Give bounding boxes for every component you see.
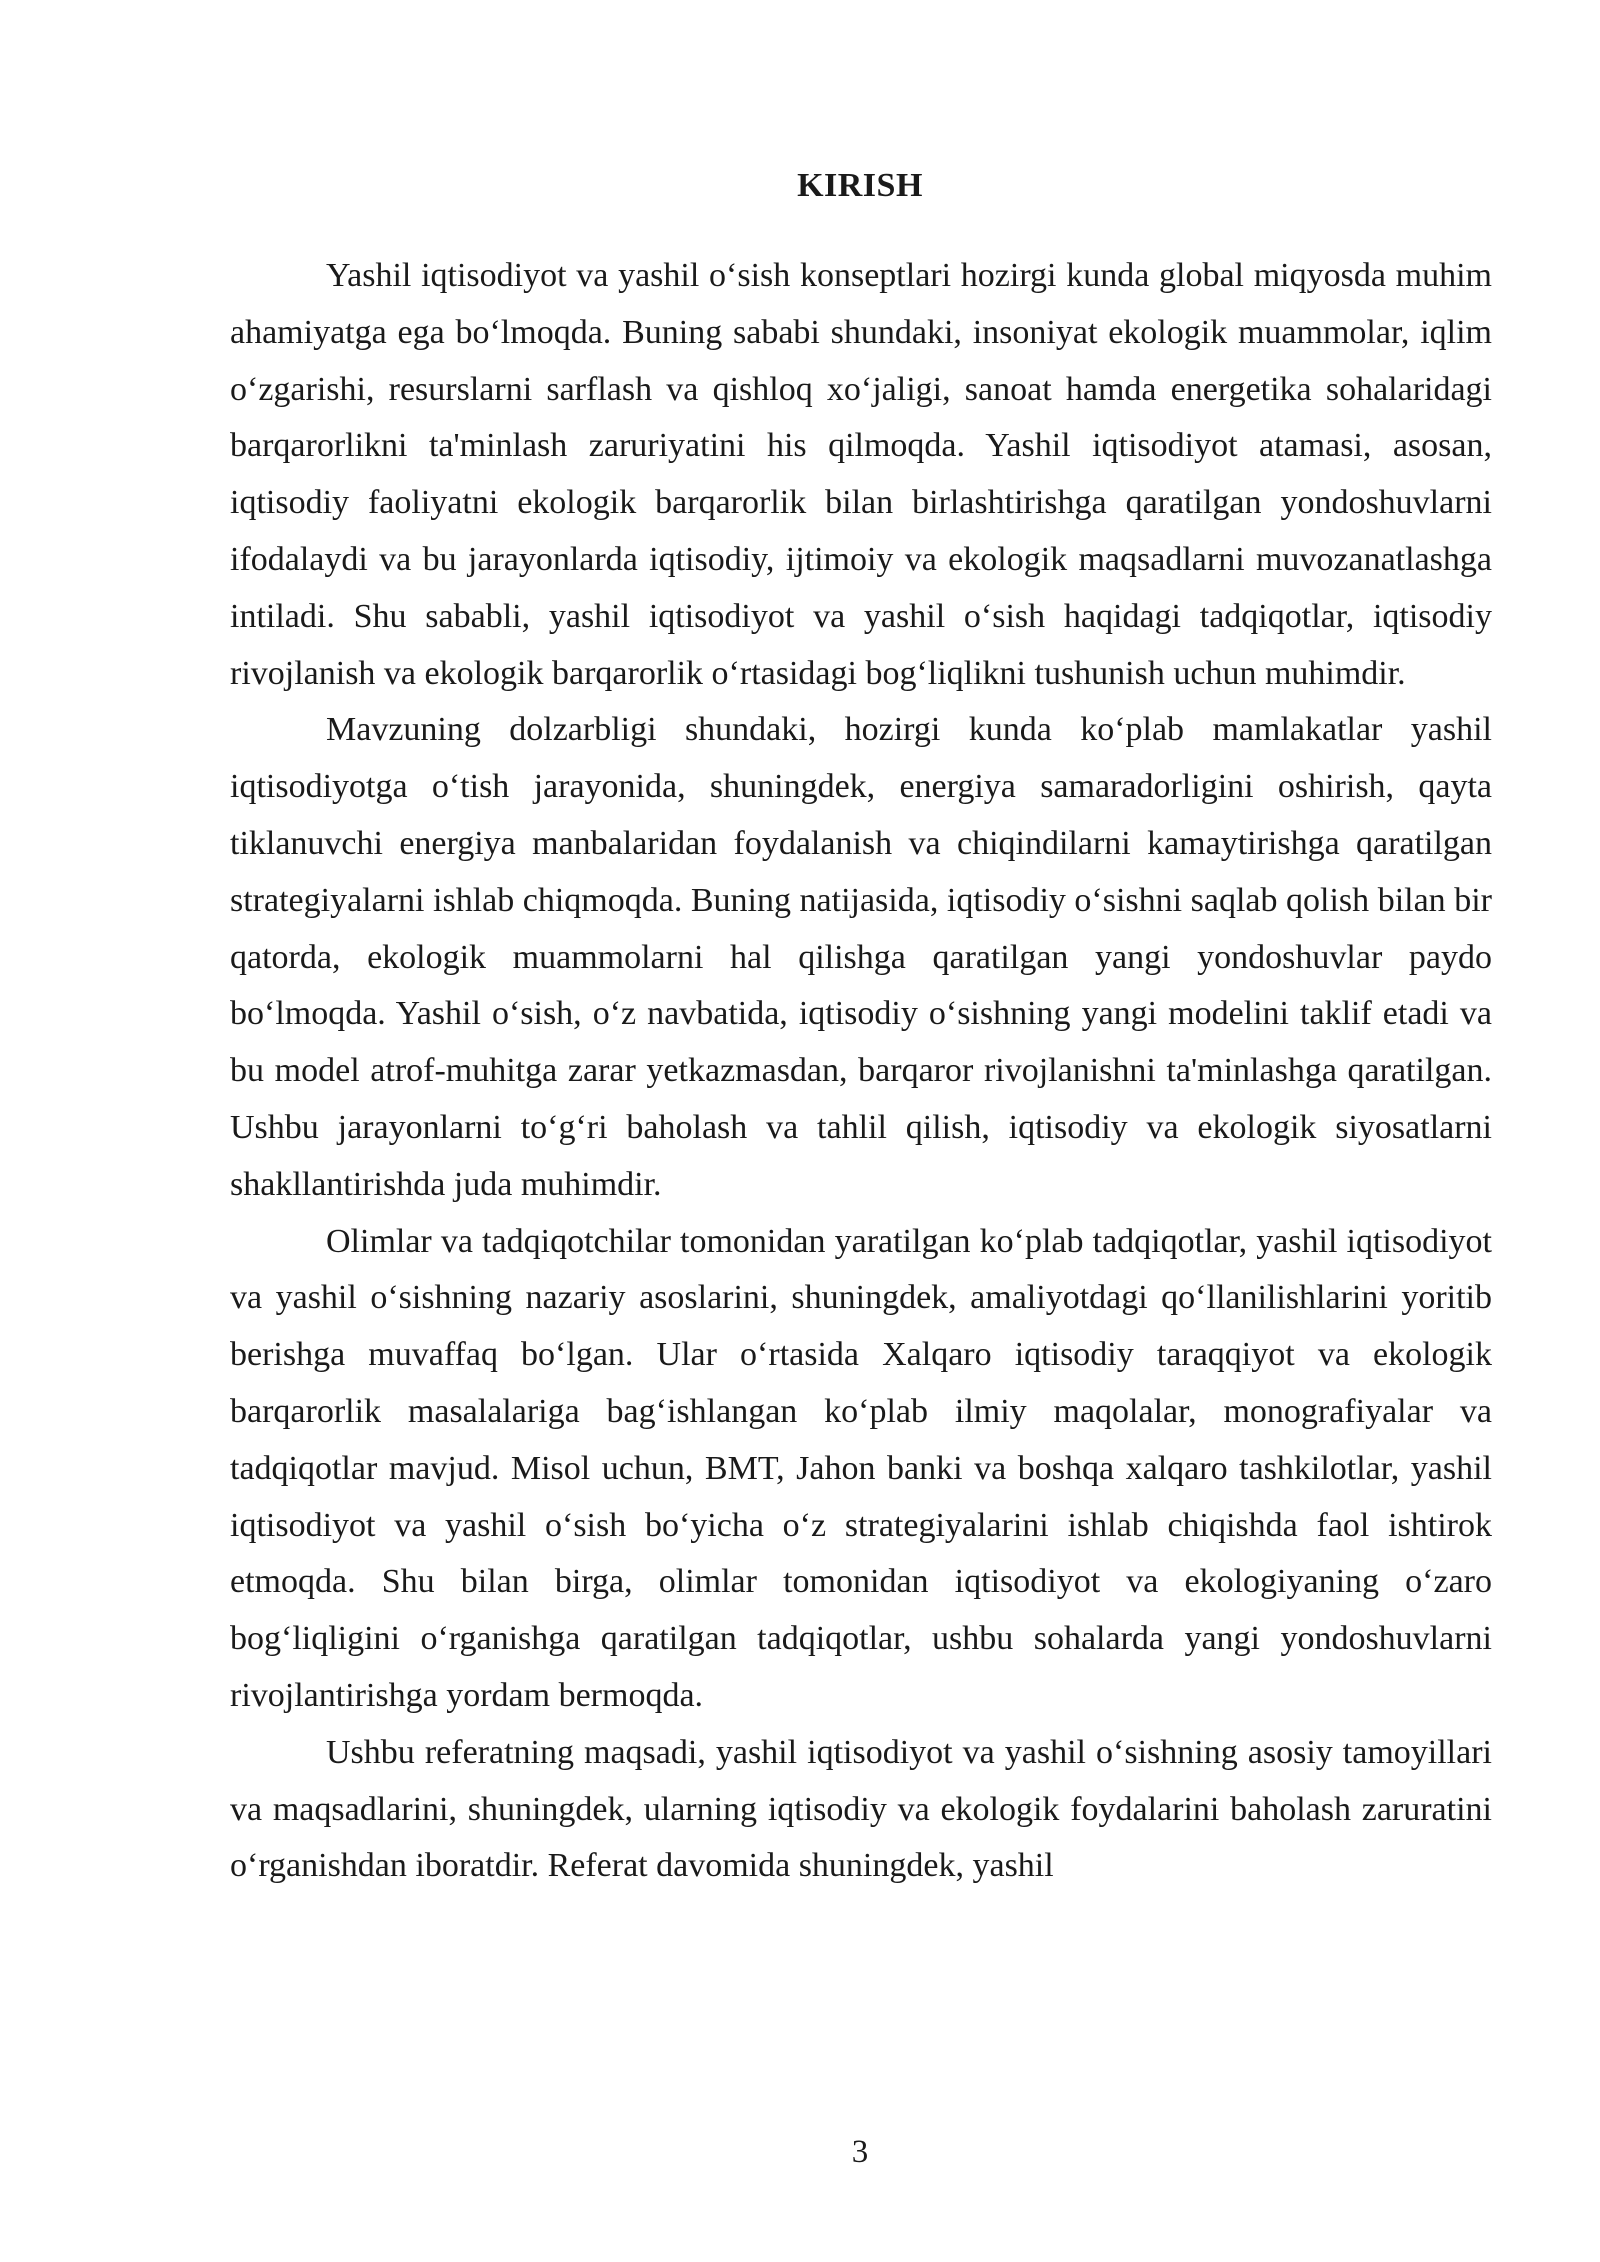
body-text: [230, 248, 1492, 1895]
section-heading: KIRISH: [797, 167, 923, 204]
paragraph-research: Olimlar va tadqiqotchilar tomonidan yaratilgan ko‘plab tadqiqotlar, yashil iqtisodiyot va yashil o‘sishning nazariy asoslarini, shuningdek, amaliyotdagi qo‘llanilishlarini yoritib berishga muvaffaq bo‘lgan. Ular o‘rtasida Xalqaro iqtisodiy taraqqiyot va ekologik barqarorlik masalalariga bag‘ishlangan ko‘plab ilmiy maqolalar, monografiyalar va tadqiqotlar mavjud. Misol uchun, BMT, Jahon banki va boshqa xalqaro tashkilotlar, yashil iqtisodiyot va yashil o‘sish bo‘yicha o‘z strategiyalarini ishlab chiqishda faol ishtirok etmoqda. Shu bilan birga, olimlar tomonidan iqtisodiyot va ekologiyaning o‘zaro bog‘liqligini o‘rganishga qaratilgan tadqiqotlar, ushbu sohalarda yangi yondoshuvlarni rivojlantirishga yordam bermoqda.: [230, 1222, 1492, 1714]
page-number: 3: [851, 2134, 869, 2170]
paragraph-purpose: Ushbu referatning maqsadi, yashil iqtisodiyot va yashil o‘sishning asosiy tamoyillari va maqsadlarini, shuningdek, ularning iqtisodiy va ekologik foydalarini baholash zaruratini o‘rganishdan iboratdir. Referat davomida shuningdek, yashil: [230, 1733, 1492, 1885]
paragraph-intro: Yashil iqtisodiyot va yashil o‘sish konseptlari hozirgi kunda global miqyosda muhim ahamiyatga ega bo‘lmoqda. Buning sababi shundaki, insoniyat ekologik muammolar, iqlim o‘zgarishi, resurslarni sarflash va qishloq xo‘jaligi, sanoat hamda energetika sohalaridagi barqarorlikni ta'minlash zaruriyatini his qilmoqda. Yashil iqtisodiyot atamasi, asosan, iqtisodiy faoliyatni ekologik barqarorlik bilan birlashtirishga qaratilgan yondoshuvlarni ifodalaydi va bu jarayonlarda iqtisodiy, ijtimoiy va ekologik maqsadlarni muvozanatlashga intiladi. Shu sababli, yashil iqtisodiyot va yashil o‘sish haqidagi tadqiqotlar, iqtisodiy rivojlanish va ekologik barqarorlik o‘rtasidagi bog‘liqlikni tushunish uchun muhimdir.: [230, 257, 1492, 692]
paragraph-relevance: Mavzuning dolzarbligi shundaki, hozirgi kunda ko‘plab mamlakatlar yashil iqtisodiyotga o‘tish jarayonida, shuningdek, energiya samaradorligini oshirish, qayta tiklanuvchi energiya manbalaridan foydalanish va chiqindilarni kamaytirishga qaratilgan strategiyalarni ishlab chiqmoqda. Buning natijasida, iqtisodiy o‘sishni saqlab qolish bilan bir qatorda, ekologik muammolarni hal qilishga qaratilgan yangi yondoshuvlar paydo bo‘lmoqda. Yashil o‘sish, o‘z navbatida, iqtisodiy o‘sishning yangi modelini taklif etadi va bu model atrof-muhitga zarar yetkazmasdan, barqaror rivojlanishni ta'minlashga qaratilgan. Ushbu jarayonlarni to‘g‘ri baholash va tahlil qilish, iqtisodiy va ekologik siyosatlarni shakllantirishda juda muhimdir.: [230, 711, 1492, 1203]
